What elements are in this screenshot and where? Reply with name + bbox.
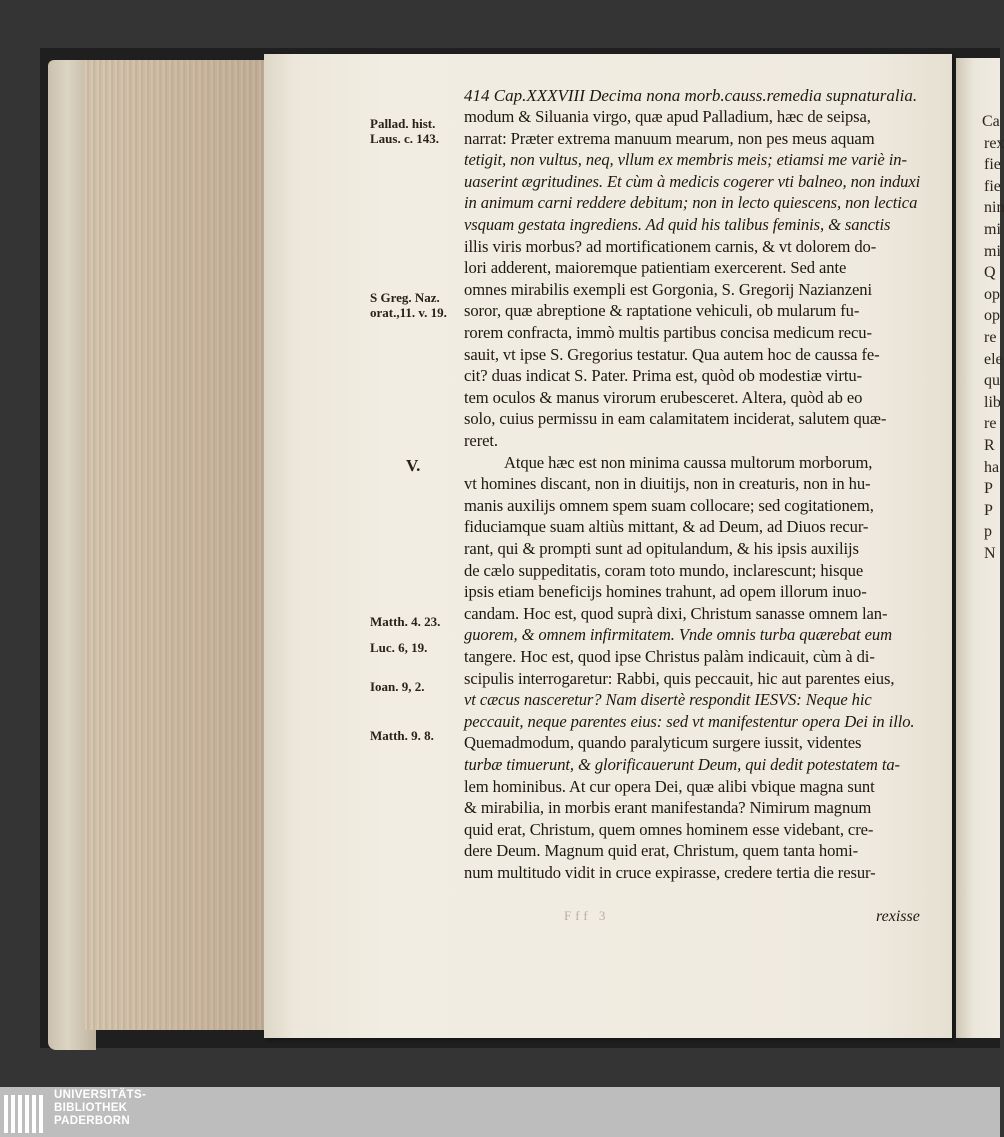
text-line: dere Deum. Magnum quid erat, Christum, quem tanta homi- [464, 841, 859, 861]
text-line: num multitudo vidit in cruce expirasse, credere tertia die resur- [464, 863, 876, 882]
text-line: lem hominibus. At cur opera Dei, quæ alibi vbique magna sunt [464, 776, 875, 796]
text-line: turbæ timuerunt, & glorificauerunt Deum, qui dedit potestatem ta- [464, 755, 900, 774]
facing-page-text: p [984, 523, 992, 541]
facing-page-text: re [984, 329, 997, 346]
facing-page-text: qu [984, 372, 1000, 390]
catchword: rexisse [876, 908, 920, 925]
text-line: Quemadmodum, quando paralyticum surgere iussit, videntes [464, 733, 862, 753]
text-line: vt cæcus nasceretur? Nam disertè respondit IESVS: Neque hic [464, 690, 872, 710]
text-line: rant, qui & prompti sunt ad opitulandum, & his ipsis auxilijs [464, 539, 859, 558]
text-line: candam. Hoc est, quod suprà dixi, Christum sanasse omnem lan- [464, 603, 888, 623]
text-line: in animum carni reddere debitum; non in lecto quiescens, non lectica [464, 193, 918, 213]
margin-note: Matth. 9. 8. [370, 728, 434, 743]
facing-page-text: lib [984, 393, 1001, 411]
text-line: vt homines discant, non in diuitijs, non in creaturis, non in hu- [464, 474, 871, 494]
text-line: guorem, & omnem infirmitatem. Vnde omnis turba quærebat eum [464, 625, 892, 645]
running-header: 414 Cap.XXXVIII Decima nona morb.causs.remedia supnaturalia. [464, 86, 918, 105]
library-logo-icon [2, 1091, 46, 1135]
facing-page-text: P [984, 501, 993, 519]
facing-page-text: Ca [982, 113, 1000, 130]
text-line: sauit, vt ipse S. Gregorius testatur. Qua autem hoc de caussa fe- [464, 344, 880, 364]
margin-note: Luc. 6, 19. [370, 640, 428, 655]
text-line: Atque hæc est non minima caussa multorum morborum, [504, 452, 873, 472]
text-line: narrat: Præter extrema manuum mearum, non pes meus aquam [464, 128, 875, 148]
library-name-line: PADERBORN [54, 1115, 130, 1127]
facing-page-text: fie [984, 156, 1001, 174]
facing-page-fragment [956, 58, 1004, 1038]
facing-page-text: R [984, 437, 995, 454]
facing-page-text: ha [984, 458, 1000, 476]
text-line: tetigit, non vultus, neq, vllum ex membris meis; etiamsi me variè in- [464, 150, 907, 170]
text-line: cit? duas indicat S. Pater. Prima est, quòd ob modestiæ virtu- [464, 366, 862, 386]
page-edges [84, 60, 274, 1030]
text-line: reret. [464, 431, 498, 450]
margin-note: Pallad. hist. Laus. c. 143. [370, 116, 439, 146]
text-line: rorem confracta, immò multis partibus concisa medicum recu- [464, 323, 872, 342]
library-name [54, 1089, 146, 1128]
margin-note: S Greg. Naz. orat.,11. v. 19. [370, 290, 447, 320]
margin-note: Ioan. 9, 2. [370, 679, 425, 694]
text-line: omnes mirabilis exempli est Gorgonia, S. Gregorij Nazianzeni [464, 279, 872, 299]
text-line: modum & Siluania virgo, quæ apud Palladium, hæc de seipsa, [464, 107, 871, 126]
text-line: quid erat, Christum, quem omnes hominem esse videbant, cre- [464, 819, 874, 839]
facing-page-text: ele [984, 350, 1003, 368]
text-line: ipsis etiam beneficijs homines trahunt, ad opem illorum inuo- [464, 582, 867, 602]
margin-note: Matth. 4. 23. [370, 614, 441, 629]
text-line: vsquam gestata ingrediens. Ad quid his talibus feminis, & sanctis [464, 215, 891, 234]
facing-page-text: rex [984, 134, 1004, 152]
facing-page-text: mi [984, 221, 1001, 238]
facing-page-text: P [984, 480, 993, 498]
facing-page-text: fie [984, 177, 1001, 195]
text-line: peccauit, neque parentes eius: sed vt manifestentur opera Dei in illo. [464, 711, 915, 731]
library-footer [0, 1087, 1000, 1137]
facing-page-text: op [984, 285, 1000, 303]
text-line: fiduciamque suam altiùs mittant, & ad Deum, ad Diuos recur- [464, 517, 869, 537]
section-marker: V. [406, 456, 421, 475]
library-name-line: UNIVERSITÄTS- [54, 1089, 147, 1101]
text-line: illis viris morbus? ad mortificationem carnis, & vt dolorem do- [464, 236, 877, 256]
facing-page-text: N [984, 545, 996, 562]
facing-page-text: nin [984, 199, 1004, 217]
text-line: solo, cuius permissu in eam calamitatem inciderat, salutem quæ- [464, 409, 887, 429]
library-name-line: BIBLIOTHEK [54, 1102, 128, 1114]
text-line: uaserint ægritudines. Et cùm à medicis cogerer vti balneo, non induxi [464, 171, 921, 191]
text-line: lori adderent, maioremque patientiam exercerent. Sed ante [464, 258, 847, 278]
text-line: scipulis interrogaretur: Rabbi, quis peccauit, hic aut parentes eius, [464, 668, 895, 688]
book-page [264, 54, 952, 1038]
text-line: tem oculos & manus virorum erubesceret. Altera, quòd ab eo [464, 387, 863, 407]
text-line: tangere. Hoc est, quod ipse Christus palàm indicauit, cùm à di- [464, 647, 875, 666]
text-line: manis auxilijs omnem spem suam collocare; sed cogitationem, [464, 495, 874, 515]
text-line: & mirabilia, in morbis erant manifestanda? Nimirum magnum [464, 798, 872, 818]
facing-page-text: op [984, 307, 1000, 325]
text-line: de cælo suppeditatis, coram toto mundo, inclarescunt; hisque [464, 560, 864, 580]
facing-page-text: re [984, 415, 997, 433]
text-line: soror, quæ abreptione & raptatione vehiculi, ob mularum fu- [464, 301, 860, 321]
facing-page-text: mi [984, 242, 1001, 260]
signature-mark: Fff 3 [564, 908, 610, 923]
facing-page-text: Q [984, 264, 996, 282]
